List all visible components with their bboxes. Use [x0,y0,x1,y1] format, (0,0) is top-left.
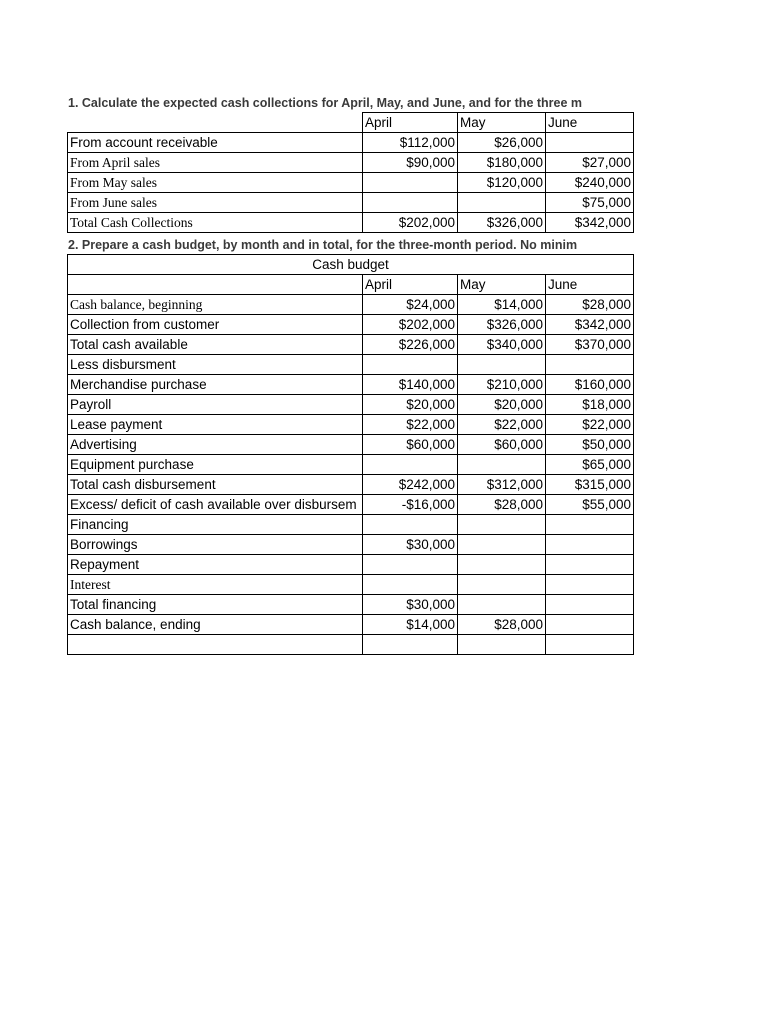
cash-budget-title: Cash budget [68,255,634,275]
cell-april [363,555,458,575]
cell-june [546,515,634,535]
table-row [68,495,634,515]
table-row [68,133,634,153]
header-june: June [546,275,634,295]
cell-april: $30,000 [363,535,458,555]
row-label: Merchandise purchase [68,375,363,395]
cell-may [458,515,546,535]
table-row [68,375,634,395]
cell-june: $50,000 [546,435,634,455]
table-row [68,435,634,455]
cell-april: $202,000 [363,213,458,233]
row-label: From account receivable [68,133,363,153]
table-row [68,153,634,173]
cell-may: $312,000 [458,475,546,495]
cell-april: $112,000 [363,133,458,153]
cell-april: $60,000 [363,435,458,455]
table-header-row [68,275,634,295]
cell-may: $340,000 [458,335,546,355]
row-label: Advertising [68,435,363,455]
cell-may: $22,000 [458,415,546,435]
cell-june [546,615,634,635]
cell-june: $65,000 [546,455,634,475]
cell-june: $315,000 [546,475,634,495]
table-row [68,635,634,655]
header-empty-cell [68,113,363,133]
table-row [68,335,634,355]
row-label: Cash balance, ending [68,615,363,635]
cell-april [363,355,458,375]
cell-june: $370,000 [546,335,634,355]
cell-april: $30,000 [363,595,458,615]
header-may: May [458,113,546,133]
cell-may [458,575,546,595]
header-empty-cell [68,275,363,295]
cell-june [546,575,634,595]
table-header-row [68,113,634,133]
cell-may: $28,000 [458,495,546,515]
table-row [68,535,634,555]
row-label: Total Cash Collections [68,213,363,233]
cell-june: $342,000 [546,315,634,335]
row-label: Financing [68,515,363,535]
cell-june [546,535,634,555]
row-label: Collection from customer [68,315,363,335]
table-row [68,173,634,193]
cell-june: $22,000 [546,415,634,435]
cell-june: $75,000 [546,193,634,213]
table-row [68,475,634,495]
header-june: June [546,113,634,133]
cell-may: $14,000 [458,295,546,315]
cell-june: $27,000 [546,153,634,173]
table-row [68,595,634,615]
cell-may: $20,000 [458,395,546,415]
cell-june: $28,000 [546,295,634,315]
cell-may: $26,000 [458,133,546,153]
cell-june: $342,000 [546,213,634,233]
cell-may [458,355,546,375]
cell-april [363,173,458,193]
cell-june: $240,000 [546,173,634,193]
row-label: Total cash available [68,335,363,355]
cell-june: $18,000 [546,395,634,415]
cell-june [546,355,634,375]
cell-april: $140,000 [363,375,458,395]
row-label: Less disbursment [68,355,363,375]
header-april: April [363,275,458,295]
cash-budget-table [67,254,634,655]
table-row [68,615,634,635]
cell-may: $120,000 [458,173,546,193]
table-row [68,515,634,535]
row-label: From April sales [68,153,363,173]
cell-may [458,635,546,655]
table-row [68,575,634,595]
cell-april: $20,000 [363,395,458,415]
row-label: From June sales [68,193,363,213]
row-label: Interest [68,575,363,595]
cell-may: $28,000 [458,615,546,635]
cell-april: $226,000 [363,335,458,355]
cell-april: $14,000 [363,615,458,635]
row-label: Equipment purchase [68,455,363,475]
cell-may [458,555,546,575]
table-row [68,555,634,575]
row-label: Total financing [68,595,363,615]
row-label: Payroll [68,395,363,415]
cell-may [458,455,546,475]
table-row [68,315,634,335]
row-label: Total cash disbursement [68,475,363,495]
table-row [68,355,634,375]
row-label: Cash balance, beginning [68,295,363,315]
cell-april: $24,000 [363,295,458,315]
cell-may [458,535,546,555]
cell-june [546,595,634,615]
section2-heading: 2. Prepare a cash budget, by month and in total, for the three-month period. No minim [68,238,578,252]
cell-june [546,635,634,655]
row-label: Repayment [68,555,363,575]
cell-may: $326,000 [458,315,546,335]
cell-april: $22,000 [363,415,458,435]
cash-collections-table [67,112,634,233]
table-title-row [68,255,634,275]
cell-june [546,133,634,153]
header-april: April [363,113,458,133]
cell-april: -$16,000 [363,495,458,515]
row-label: Lease payment [68,415,363,435]
row-label: Borrowings [68,535,363,555]
cell-april: $202,000 [363,315,458,335]
cell-may [458,595,546,615]
row-label: Excess/ deficit of cash available over disbursem [68,495,363,515]
cell-april [363,455,458,475]
cell-may: $180,000 [458,153,546,173]
cell-april: $242,000 [363,475,458,495]
cell-june [546,555,634,575]
cell-may: $210,000 [458,375,546,395]
table-row [68,455,634,475]
cell-april [363,193,458,213]
table-row [68,213,634,233]
cell-april [363,575,458,595]
header-may: May [458,275,546,295]
table-row [68,193,634,213]
row-label: From May sales [68,173,363,193]
cell-june: $160,000 [546,375,634,395]
table-row [68,415,634,435]
cell-may: $326,000 [458,213,546,233]
cell-may [458,193,546,213]
row-label [68,635,363,655]
cell-april [363,635,458,655]
cell-april [363,515,458,535]
table-row [68,395,634,415]
cell-june: $55,000 [546,495,634,515]
cell-april: $90,000 [363,153,458,173]
table-row [68,295,634,315]
cell-may: $60,000 [458,435,546,455]
section1-heading: 1. Calculate the expected cash collections for April, May, and June, and for the three m [68,96,583,110]
